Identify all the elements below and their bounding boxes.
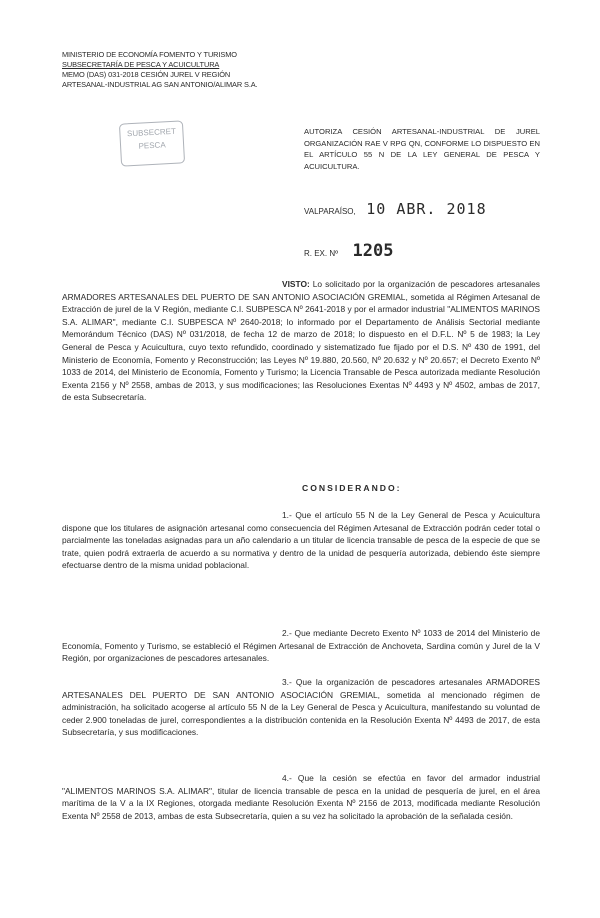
parties-line: ARTESANAL-INDUSTRIAL AG SAN ANTONIO/ALIMAR S.A.	[62, 80, 258, 89]
visto-label: VISTO:	[282, 279, 310, 289]
ministry-line: MINISTERIO DE ECONOMÍA FOMENTO Y TURISMO	[62, 50, 237, 59]
considerando-item-4	[62, 772, 540, 822]
subsecretaria-line: SUBSECRETARÍA DE PESCA Y ACUICULTURA	[62, 60, 220, 69]
stamp-text-1: SUBSECRET	[126, 126, 177, 139]
resolution-summary: AUTORIZA CESIÓN ARTESANAL-INDUSTRIAL DE JUREL ORGANIZACIÓN RAE V RPG QN, CONFORME LO DISPUESTO EN EL ARTÍCULO 55 N DE LA LEY GENERAL DE PESCA Y ACUICULTURA.	[304, 127, 540, 171]
resolution-number-value: 1205	[352, 241, 394, 261]
office-stamp	[119, 120, 185, 166]
considerando-item-2-text: 2.- Que mediante Decreto Exento Nº 1033 de 2014 del Ministerio de Economía, Fomento y Turismo, se estableció el Régimen Artesanal de Extracción de Anchoveta, Sardina común y Jurel de la V Región, por organizaciones de pescadores artesanales.	[62, 628, 540, 664]
stamp-text-2: PESCA	[138, 140, 166, 151]
considerando-heading: CONSIDERANDO:	[302, 483, 402, 493]
visto-paragraph	[62, 278, 540, 404]
visto-text: Lo solicitado por la organización de pescadores artesanales ARMADORES ARTESANALES DEL PUERTO DE SAN ANTONIO ASOCIACIÓN GREMIAL, sometida al Régimen Artesanal de Extracción de jurel de la V Región, mediante C.I. SUBPESCA Nº 2641-2018 y por el armador industrial "ALIMENTOS MARINOS S.A. ALIMAR", mediante C.I. SUBPESCA Nº 2640-2018; lo informado por el Departamento de Análisis Sectorial mediante Memorándum Técnico (DAS) Nº 031/2018, de fecha 12 de marzo de 2018; lo dispuesto en el D.F.L. Nº 5 de 1983; la Ley General de Pesca y Acuicultura, cuyo texto refundido, coordinado y sistematizado fue fijado por el D.S. Nº 430 de 1991, del Ministerio de Economía, Fomento y Reconstrucción; las Leyes Nº 19.880, 20.560, Nº 20.632 y Nº 20.657; el Decreto Exento Nº 1033 de 2014, del Ministerio de Economía, Fomento y Turismo; la Licencia Transable de Pesca autorizada mediante Resolución Exenta 2156 y Nº 2558, ambas de 2013, y sus modificaciones; las Resoluciones Exentas Nº 4493 y Nº 4502, ambas de 2017, de esta Subsecretaría.	[62, 279, 540, 403]
considerando-item-3-text: 3.- Que la organización de pescadores artesanales ARMADORES ARTESANALES DEL PUERTO DE SAN ANTONIO ASOCIACIÓN GREMIAL, sometida al mencionado régimen de administración, ha solicitado acogerse al artículo 55 N de la Ley General de Pesca y Acuicultura, manifestando su voluntad de ceder 2.900 toneladas de jurel, correspondientes a la distribución contenida en la Resolución Exenta Nº 4493 de 2017, de esta Subsecretaría, y sus modificaciones.	[62, 677, 540, 738]
considerando-item-4-text: 4.- Que la cesión se efectúa en favor del armador industrial "ALIMENTOS MARINOS S.A. ALIMAR", titular de licencia transable de pesca en la unidad de pesquería de jurel, en el área marítima de la V a la IX Regiones, otorgada mediante Resolución Exenta Nº 2156 de 2013, modificada mediante Resolución Exenta Nº 2558 de 2013, ambas de esta Subsecretaría, quien a su vez ha solicitado la aprobación de la señalada cesión.	[62, 773, 540, 821]
considerando-item-1-text: 1.- Que el artículo 55 N de la Ley General de Pesca y Acuicultura dispone que los titulares de asignación artesanal como consecuencia del Régimen Artesanal de Extracción podrán ceder total o parcialmente las toneladas asignadas para un año calendario a un titular de licencia transable de pesca de la especie de que se trate, quien podrá extraerla de acuerdo a su normativa y dentro de la unidad de pesquería autorizada, debiendo éste siempre efectuarse dentro de la misma unidad poblacional.	[62, 510, 540, 571]
resolution-number	[304, 241, 393, 261]
issuer-header	[62, 50, 258, 90]
considerando-item-2	[62, 627, 540, 665]
considerando-item-3	[62, 676, 540, 739]
resolution-label: R. EX. Nº	[304, 249, 339, 258]
memo-line: MEMO (DAS) 031-2018 CESIÓN JUREL V REGIÓN	[62, 70, 231, 79]
place-name: VALPARAÍSO,	[304, 207, 356, 216]
stamped-date: 10 ABR. 2018	[366, 200, 487, 218]
dateline	[304, 200, 487, 218]
considerando-item-1	[62, 509, 540, 572]
